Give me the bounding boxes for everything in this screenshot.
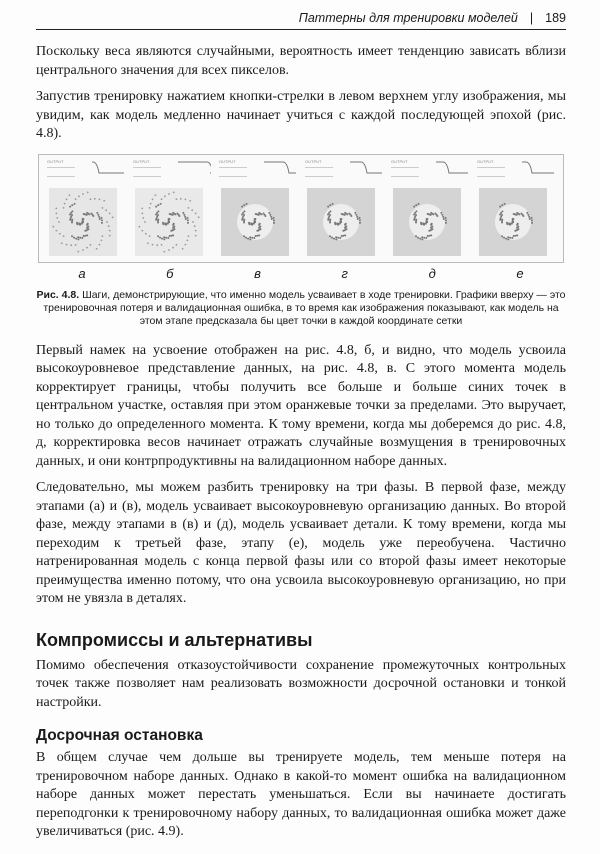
figure-panel bbox=[305, 155, 383, 262]
panel-label: б bbox=[166, 265, 174, 281]
paragraph: Следовательно, мы можем разбить тренировку на три фазы. В первой фазе, между этапами (а) и (в), модель усваивает высокоуровневую организацию данных. Во второй фазе, между этапами в (в) и (д), модель усваивает детали. К тому времени, когда мы переходим к третьей фазе, этапу (е), модель уже переобучена. Частично натренированная модель с конца первой фазы или со второй фазы имеет некоторые преимущества именно потому, что она усвоила высокоуровневую организацию, но при этом не увязла в деталях. bbox=[36, 480, 566, 606]
decision-boundary-plot bbox=[135, 188, 203, 256]
panel-output-label: OUTPUT bbox=[391, 158, 408, 164]
figure-panel bbox=[391, 155, 469, 262]
loss-curve bbox=[349, 160, 383, 176]
figure-panel bbox=[133, 155, 211, 262]
loss-readout bbox=[391, 167, 419, 177]
running-header bbox=[36, 10, 566, 30]
panel-output-label: OUTPUT bbox=[133, 158, 150, 164]
loss-curve bbox=[521, 160, 555, 176]
header-separator: | bbox=[529, 11, 534, 25]
panel-output-label: OUTPUT bbox=[47, 158, 64, 164]
panel-output-label: OUTPUT bbox=[219, 158, 236, 164]
panel-output-label: OUTPUT bbox=[305, 158, 322, 164]
panel-label: г bbox=[341, 265, 348, 281]
panel-output-label: OUTPUT bbox=[477, 158, 494, 164]
decision-boundary-plot bbox=[393, 188, 461, 256]
decision-boundary-plot bbox=[49, 188, 117, 256]
caption-label: Рис. 4.8. bbox=[36, 288, 80, 301]
subsection-heading: Досрочная остановка bbox=[36, 727, 203, 744]
paragraph: Поскольку веса являются случайными, вероятность имеет тенденцию зависать вблизи центрального значения для всех пикселов. bbox=[36, 44, 566, 78]
page-number: 189 bbox=[545, 11, 566, 25]
decision-boundary-plot bbox=[221, 188, 289, 256]
decision-boundary-plot bbox=[479, 188, 547, 256]
paragraph: В общем случае чем дольше вы тренируете модель, тем меньше потеря на тренировочном наборе данных. Однако в какой-то момент ошибка на валидационном наборе данных может перестать уменьшаться. Если вы начинаете достигать переподгонки к тренировочному набору данных, то валидационная ошибка может даже увеличиваться (рис. 4.9). bbox=[36, 750, 566, 839]
figure-panel bbox=[219, 155, 297, 262]
paragraph: Помимо обеспечения отказоустойчивости сохранение промежуточных контрольных точек также позволяет нам реализовать возможности досрочной остановки и тонкой настройки. bbox=[36, 657, 566, 710]
panel-label: д bbox=[428, 265, 436, 281]
panel-label: е bbox=[516, 265, 524, 281]
panel-label: в bbox=[254, 265, 261, 281]
loss-curve bbox=[91, 160, 125, 176]
loss-readout bbox=[477, 167, 505, 177]
paragraph: Запустив тренировку нажатием кнопки-стрелки в левом верхнем углу изображения, мы увидим, как модель медленно начинает учиться с каждой последующей эпохой (рис. 4.8). bbox=[36, 89, 566, 141]
figure-panel bbox=[47, 155, 125, 262]
running-title: Паттерны для тренировки моделей bbox=[298, 11, 518, 25]
paragraph: Первый намек на усвоение отображен на рис. 4.8, б, и видно, что модель усвоила высокоуровневое представление данных, на рис. 4.8, в. С этого момента модель корректирует границы, чтобы получить все больше и больше синих точек в центральном участке, оставляя при этом оранжевые точки за пределами. Это выручает, но только до определенного момента. К тому времени, когда мы доберемся до рис. 4.8, д, корректировка весов начинает отражать случайные возмущения в тренировочных данных, и они контрпродуктивны на валидационном наборе данных. bbox=[36, 342, 566, 469]
loss-curve bbox=[177, 160, 211, 176]
section-heading: Компромиссы и альтернативы bbox=[36, 629, 313, 650]
loss-readout bbox=[305, 167, 333, 177]
loss-readout bbox=[133, 167, 161, 177]
loss-readout bbox=[47, 167, 75, 177]
loss-curve bbox=[263, 160, 297, 176]
loss-readout bbox=[219, 167, 247, 177]
figure-4-8 bbox=[38, 154, 564, 263]
figure-caption bbox=[36, 289, 566, 328]
figure-panel-labels bbox=[38, 265, 564, 283]
figure-panel bbox=[477, 155, 555, 262]
decision-boundary-plot bbox=[307, 188, 375, 256]
panel-label: а bbox=[78, 265, 86, 281]
caption-text: Шаги, демонстрирующие, что именно модель усваивает в ходе тренировки. Графики вверху — это тренировочная потеря и валидационная ошибка, в то время как изображения показывают, как модель на этом этапе предсказала бы цвет точки в каждой координате сетки bbox=[43, 288, 566, 327]
loss-curve bbox=[435, 160, 469, 176]
